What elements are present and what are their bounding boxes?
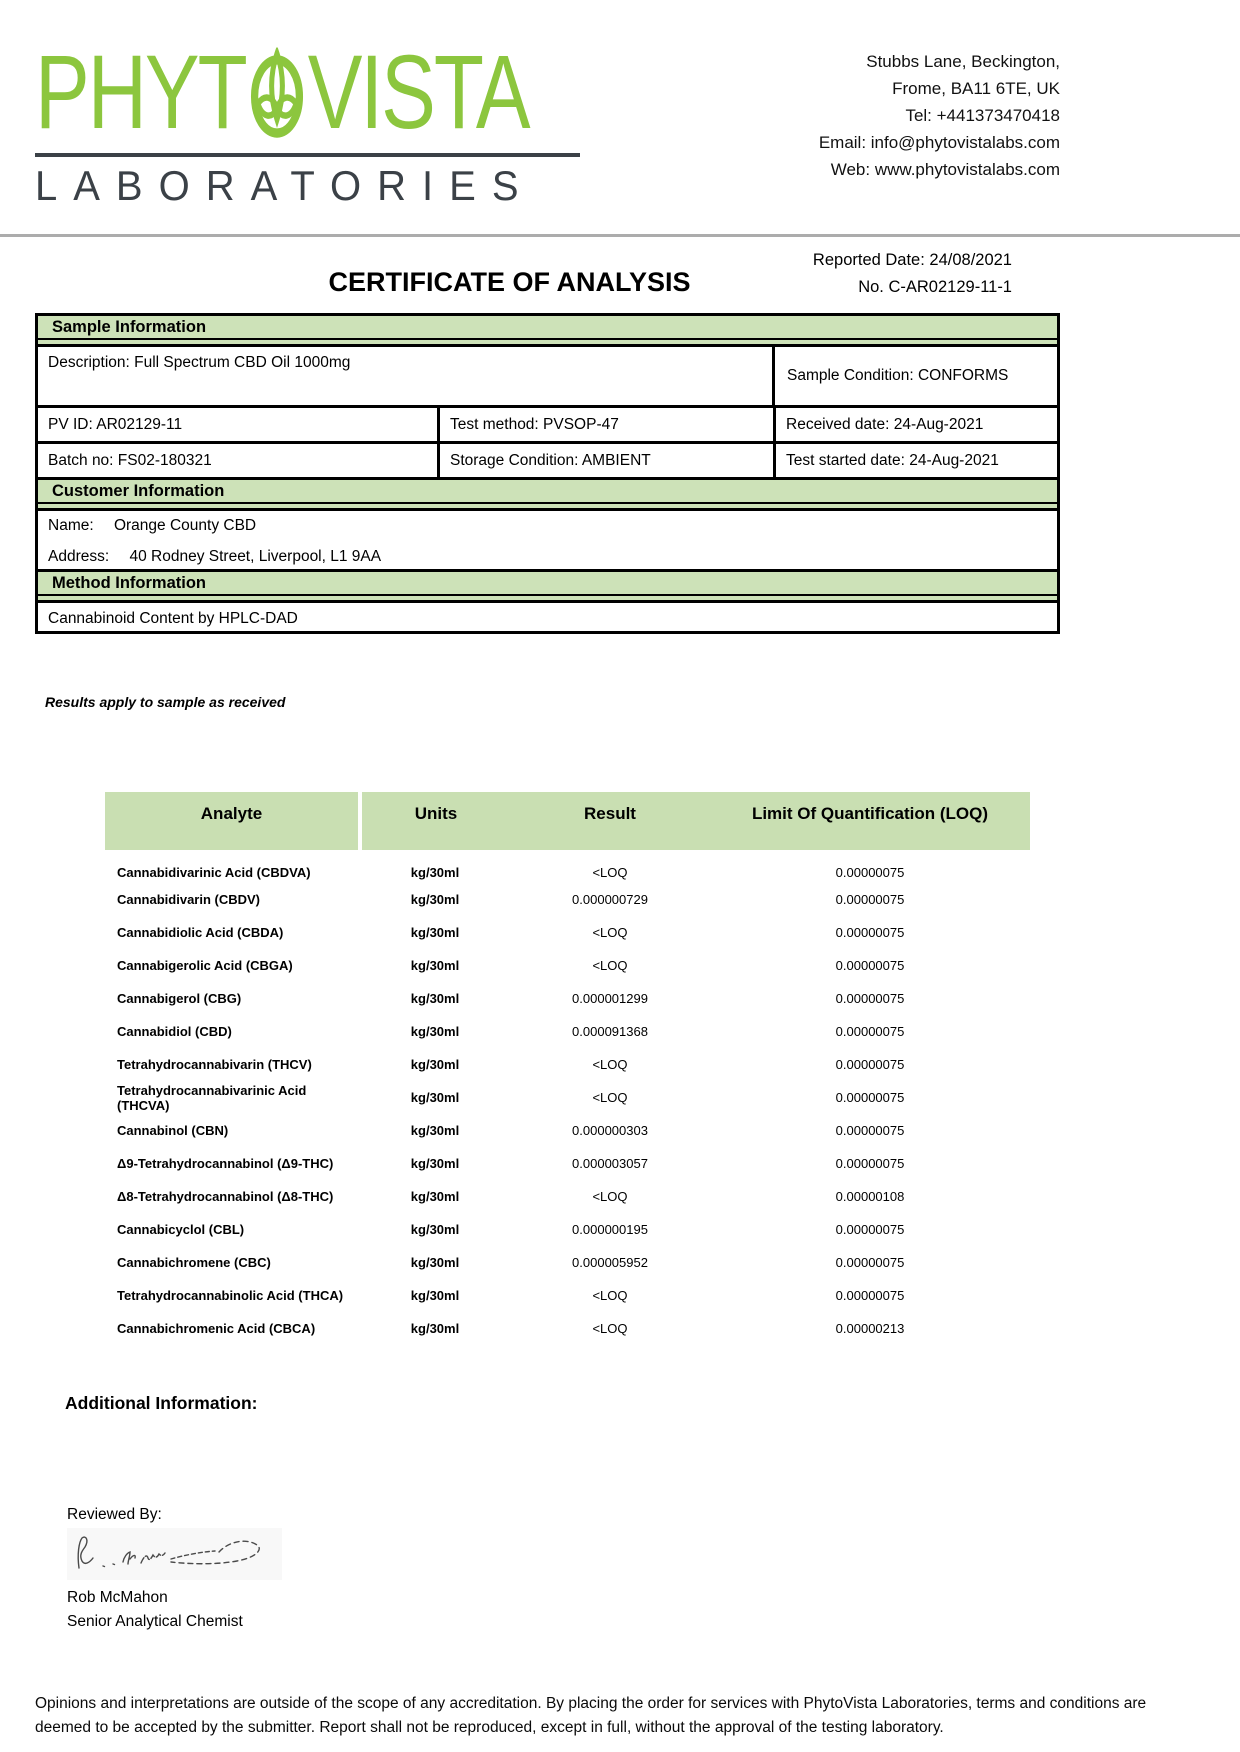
loq-value: 0.00000108: [835, 1189, 905, 1204]
logo-text-right: VISTA: [307, 34, 529, 152]
table-row: [105, 1081, 1030, 1114]
analyte-name: Cannabichromenic Acid (CBCA): [117, 1321, 316, 1336]
result-value: 0.000091368: [572, 1024, 648, 1039]
customer-name-label: Name:: [48, 517, 94, 534]
analyte-name: Cannabidiolic Acid (CBDA): [117, 925, 284, 940]
analyte-name: Δ9-Tetrahydrocannabinol (Δ9-THC): [117, 1156, 334, 1171]
analyte-name: Tetrahydrocannabivarin (THCV): [117, 1057, 312, 1072]
reviewer-name: Rob McMahon: [67, 1589, 168, 1606]
sample-information-bar: [35, 313, 1060, 347]
customer-information-bar: [35, 477, 1060, 511]
contact-email: Email: info@phytovistalabs.com: [818, 133, 1060, 152]
table-row: [105, 1213, 1030, 1246]
analyte-name: Cannabichromene (CBC): [117, 1255, 271, 1270]
sample-row-1: [35, 405, 1060, 444]
contact-address-line1: Stubbs Lane, Beckington,: [866, 52, 1060, 71]
analyte-name: Cannabicyclol (CBL): [117, 1222, 245, 1237]
loq-value: 0.00000075: [835, 1090, 905, 1105]
table-row: [105, 982, 1030, 1015]
table-row: [105, 1048, 1030, 1081]
table-row: [105, 1312, 1030, 1345]
analyte-name: Δ8-Tetrahydrocannabinol (Δ8-THC): [117, 1189, 334, 1204]
lab-contact-info: [819, 45, 1060, 183]
customer-name-value: Orange County CBD: [113, 517, 257, 534]
analyte-name: Cannabigerolic Acid (CBGA): [117, 958, 293, 973]
phytovista-logo: [35, 34, 595, 210]
loq-value: 0.00000075: [835, 991, 905, 1006]
units-value: kg/30ml: [410, 865, 460, 880]
table-row: [105, 1279, 1030, 1312]
analyte-name: Cannabidivarinic Acid (CBDVA): [117, 865, 311, 880]
logo-text-left: PHYT: [35, 34, 246, 152]
table-row: [105, 949, 1030, 982]
loq-value: 0.00000213: [835, 1321, 905, 1336]
contact-phone: Tel: +441373470418: [905, 106, 1060, 125]
result-value: <LOQ: [592, 1321, 628, 1336]
loq-value: 0.00000075: [835, 1057, 905, 1072]
table-row: [105, 1180, 1030, 1213]
customer-details-box: [35, 508, 1060, 572]
sample-information-heading: Sample Information: [38, 316, 1057, 340]
analyte-name: Tetrahydrocannabinolic Acid (THCA): [117, 1288, 344, 1303]
table-row: [105, 883, 1030, 916]
report-number: No. C-AR02129-11-1: [858, 278, 1012, 296]
leaf-logo-icon: [249, 48, 305, 140]
result-value: <LOQ: [592, 865, 628, 880]
loq-value: 0.00000075: [835, 892, 905, 907]
loq-value: 0.00000075: [835, 1255, 905, 1270]
table-row: [105, 1246, 1030, 1279]
result-value: <LOQ: [592, 958, 628, 973]
sample-row-2: [35, 441, 1060, 480]
result-value: 0.000001299: [572, 991, 648, 1006]
sample-description: Description: Full Spectrum CBD Oil 1000mg: [38, 347, 772, 405]
units-value: kg/30ml: [410, 1156, 460, 1171]
result-value: <LOQ: [592, 1189, 628, 1204]
col-header-units: Units: [360, 792, 510, 850]
table-row: [105, 1015, 1030, 1048]
loq-value: 0.00000075: [835, 865, 905, 880]
results-table-header: [105, 792, 1030, 850]
results-table: [105, 792, 1030, 1345]
result-value: <LOQ: [592, 925, 628, 940]
units-value: kg/30ml: [410, 1024, 460, 1039]
method-description: Cannabinoid Content by HPLC-DAD: [35, 600, 1060, 634]
batch-no: Batch no: FS02-180321: [38, 444, 437, 477]
units-value: kg/30ml: [410, 1123, 460, 1138]
analyte-name: Cannabidivarin (CBDV): [117, 892, 261, 907]
reviewer-title: Senior Analytical Chemist: [67, 1613, 243, 1630]
result-value: 0.000003057: [572, 1156, 648, 1171]
table-row: [105, 1114, 1030, 1147]
analyte-name: Tetrahydrocannabivarinic Acid (THCVA): [117, 1082, 307, 1113]
test-started-date: Test started date: 24-Aug-2021: [776, 444, 1057, 477]
pv-id: PV ID: AR02129-11: [38, 408, 437, 441]
review-block: [67, 1506, 1060, 1634]
page-title: CERTIFICATE OF ANALYSIS: [328, 267, 691, 297]
table-row: [105, 916, 1030, 949]
contact-address-line2: Frome, BA11 6TE, UK: [892, 79, 1060, 98]
logo-subtitle: LABORATORIES: [35, 163, 535, 210]
additional-information-heading: Additional Information:: [65, 1393, 258, 1413]
test-method: Test method: PVSOP-47: [440, 408, 773, 441]
loq-value: 0.00000075: [835, 1222, 905, 1237]
col-header-analyte: Analyte: [105, 792, 360, 850]
title-row: [35, 237, 1060, 313]
table-row: [105, 1147, 1030, 1180]
analyte-name: Cannabigerol (CBG): [117, 991, 242, 1006]
disclaimer-text: Opinions and interpretations are outside of the scope of any accreditation. By placing the order for services with PhytoVista Laboratories, terms and conditions are deemed to be accepted by the submitter. Report shall not be reproduced, except in full, without the approval of the testing laboratory.: [35, 1695, 1147, 1736]
sample-description-row: [35, 344, 1060, 408]
result-value: 0.000000303: [572, 1123, 648, 1138]
header: [35, 34, 1060, 210]
analyte-name: Cannabinol (CBN): [117, 1123, 229, 1138]
table-row: [105, 850, 1030, 883]
loq-value: 0.00000075: [835, 1024, 905, 1039]
customer-address-label: Address:: [48, 548, 110, 565]
result-value: <LOQ: [592, 1090, 628, 1105]
logo-wordmark: [35, 34, 595, 178]
units-value: kg/30ml: [410, 991, 460, 1006]
analyte-name: Cannabidiol (CBD): [117, 1024, 232, 1039]
units-value: kg/30ml: [410, 1189, 460, 1204]
storage-condition: Storage Condition: AMBIENT: [440, 444, 773, 477]
reported-date: Reported Date: 24/08/2021: [812, 251, 1012, 269]
result-value: 0.000000195: [572, 1222, 648, 1237]
units-value: kg/30ml: [410, 892, 460, 907]
units-value: kg/30ml: [410, 1222, 460, 1237]
col-header-loq: Limit Of Quantification (LOQ): [710, 792, 1030, 850]
units-value: kg/30ml: [410, 925, 460, 940]
loq-value: 0.00000075: [835, 1156, 905, 1171]
results-note: Results apply to sample as received: [45, 694, 286, 710]
units-value: kg/30ml: [410, 1090, 460, 1105]
loq-value: 0.00000075: [835, 925, 905, 940]
units-value: kg/30ml: [410, 958, 460, 973]
contact-web: Web: www.phytovistalabs.com: [830, 160, 1060, 179]
info-sections: [35, 313, 1060, 634]
result-value: <LOQ: [592, 1288, 628, 1303]
result-value: 0.000000729: [572, 892, 648, 907]
signature-image: [67, 1528, 282, 1580]
method-information-heading: Method Information: [38, 572, 1057, 596]
units-value: kg/30ml: [410, 1288, 460, 1303]
col-header-result: Result: [510, 792, 710, 850]
report-meta: [813, 247, 1012, 301]
loq-value: 0.00000075: [835, 958, 905, 973]
result-value: <LOQ: [592, 1057, 628, 1072]
loq-value: 0.00000075: [835, 1123, 905, 1138]
loq-value: 0.00000075: [835, 1288, 905, 1303]
customer-address-value: 40 Rodney Street, Liverpool, L1 9AA: [129, 548, 382, 565]
customer-name-line: [48, 517, 1057, 535]
result-value: 0.000005952: [572, 1255, 648, 1270]
units-value: kg/30ml: [410, 1321, 460, 1336]
received-date: Received date: 24-Aug-2021: [776, 408, 1057, 441]
customer-address-line: [48, 548, 1057, 566]
reviewed-by-label: Reviewed By:: [67, 1506, 162, 1523]
sample-condition: Sample Condition: CONFORMS: [775, 347, 1057, 405]
units-value: kg/30ml: [410, 1057, 460, 1072]
method-information-bar: [35, 569, 1060, 603]
customer-information-heading: Customer Information: [38, 480, 1057, 504]
units-value: kg/30ml: [410, 1255, 460, 1270]
